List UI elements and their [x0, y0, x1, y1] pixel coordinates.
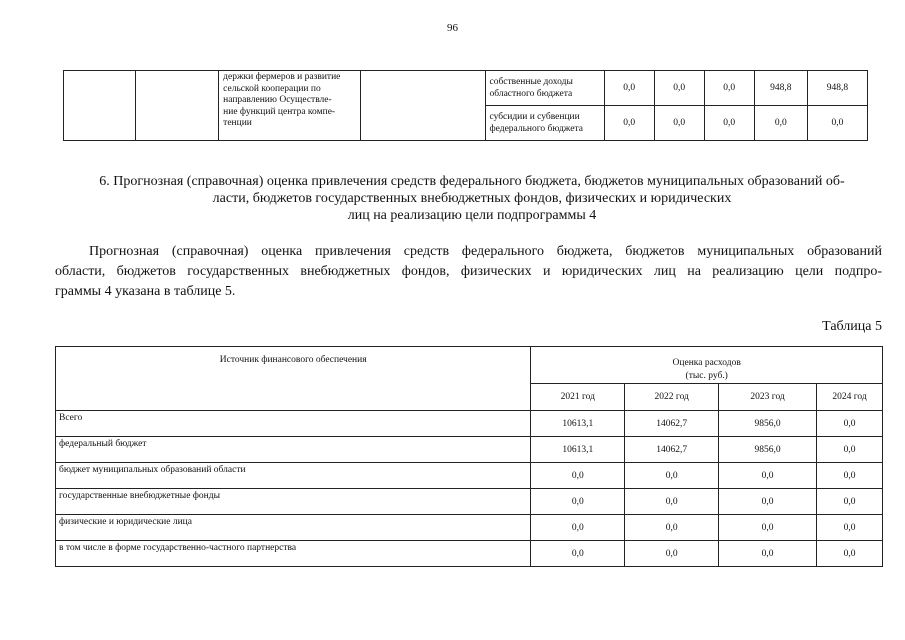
funding-estimate-table — [55, 346, 883, 567]
section-heading — [63, 173, 881, 224]
measure-description — [219, 71, 361, 141]
value-cell: 14062,7 — [625, 411, 719, 437]
row-label: государственные внебюджетные фонды — [56, 489, 531, 515]
value-cell: 0,0 — [719, 463, 817, 489]
value-cell: 9856,0 — [719, 411, 817, 437]
estimate-header-line: (тыс. руб.) — [685, 371, 728, 381]
description-line: направлению Осуществле- — [223, 95, 332, 105]
value-cell: 0,0 — [754, 106, 807, 141]
value-cell: 0,0 — [531, 463, 625, 489]
row-label: бюджет муниципальных образований области — [56, 463, 531, 489]
year-header: 2021 год — [531, 384, 625, 411]
value-cell: 0,0 — [817, 515, 883, 541]
table-row — [56, 437, 883, 463]
page-number: 96 — [447, 22, 458, 34]
row-label: Всего — [56, 411, 531, 437]
value-cell: 948,8 — [807, 71, 867, 106]
funding-source — [486, 71, 604, 106]
table-row — [56, 541, 883, 567]
year-header: 2023 год — [719, 384, 817, 411]
table-row — [56, 489, 883, 515]
funding-source — [486, 106, 604, 141]
value-cell: 0,0 — [817, 463, 883, 489]
value-cell: 0,0 — [531, 489, 625, 515]
value-cell: 10613,1 — [531, 437, 625, 463]
paragraph-line: граммы 4 указана в таблице 5. — [55, 284, 236, 299]
value-cell: 0,0 — [654, 106, 704, 141]
source-line: областного бюджета — [489, 89, 573, 99]
value-cell: 0,0 — [817, 489, 883, 515]
source-line: субсидии и субвенции — [489, 112, 580, 122]
year-header: 2022 год — [625, 384, 719, 411]
heading-line: ласти, бюджетов государственных внебюджетных фондов, физических и юридических — [212, 191, 732, 206]
description-line: сельской кооперации по — [223, 83, 321, 94]
header-row — [56, 347, 883, 384]
value-cell: 0,0 — [719, 515, 817, 541]
value-cell: 0,0 — [625, 489, 719, 515]
table-row — [56, 515, 883, 541]
value-cell: 0,0 — [817, 541, 883, 567]
value-cell: 0,0 — [604, 71, 654, 106]
value-cell: 10613,1 — [531, 411, 625, 437]
source-line: собственные доходы — [489, 77, 573, 87]
value-cell: 0,0 — [625, 463, 719, 489]
table-caption: Таблица 5 — [822, 319, 882, 334]
value-cell: 0,0 — [604, 106, 654, 141]
value-cell: 0,0 — [817, 437, 883, 463]
description-line: тенции — [223, 118, 252, 128]
description-line: ние функций центра компе- — [223, 106, 336, 117]
year-header: 2024 год — [817, 384, 883, 411]
row-label: федеральный бюджет — [56, 437, 531, 463]
body-paragraph — [55, 242, 882, 302]
value-cell: 14062,7 — [625, 437, 719, 463]
source-column-header: Источник финансового обеспечения — [56, 347, 531, 411]
empty-cell — [136, 71, 219, 141]
top-continuation-table — [63, 70, 868, 141]
value-cell: 948,8 — [754, 71, 807, 106]
value-cell: 0,0 — [817, 411, 883, 437]
value-cell: 0,0 — [704, 106, 754, 141]
heading-line: 6. Прогнозная (справочная) оценка привлечения средств федерального бюджета, бюджетов муниципальных образований об- — [99, 174, 845, 189]
paragraph-line: Прогнозная (справочная) оценка привлечения средств федерального бюджета, бюджетов муниципальных образований — [89, 244, 882, 259]
value-cell: 0,0 — [531, 515, 625, 541]
value-cell: 0,0 — [719, 489, 817, 515]
value-cell: 0,0 — [625, 515, 719, 541]
value-cell: 0,0 — [531, 541, 625, 567]
source-line: федерального бюджета — [489, 124, 583, 134]
paragraph-line: области, бюджетов государственных внебюджетных фондов, физических и юридических лиц на реализацию цели подпро- — [55, 264, 882, 279]
table-row — [64, 71, 868, 106]
value-cell: 0,0 — [704, 71, 754, 106]
empty-cell — [361, 71, 486, 141]
row-label: физические и юридические лица — [56, 515, 531, 541]
heading-line: лиц на реализацию цели подпрограммы 4 — [347, 208, 597, 223]
table-row — [56, 411, 883, 437]
value-cell: 9856,0 — [719, 437, 817, 463]
value-cell: 0,0 — [807, 106, 867, 141]
table-row — [56, 463, 883, 489]
value-cell: 0,0 — [625, 541, 719, 567]
value-cell: 0,0 — [719, 541, 817, 567]
row-label: в том числе в форме государственно-частного партнерства — [56, 541, 531, 567]
estimate-header-line: Оценка расходов — [672, 358, 741, 368]
empty-cell — [64, 71, 136, 141]
description-line: держки фермеров и развитие — [223, 72, 341, 82]
value-cell: 0,0 — [654, 71, 704, 106]
estimate-column-header — [531, 347, 883, 384]
